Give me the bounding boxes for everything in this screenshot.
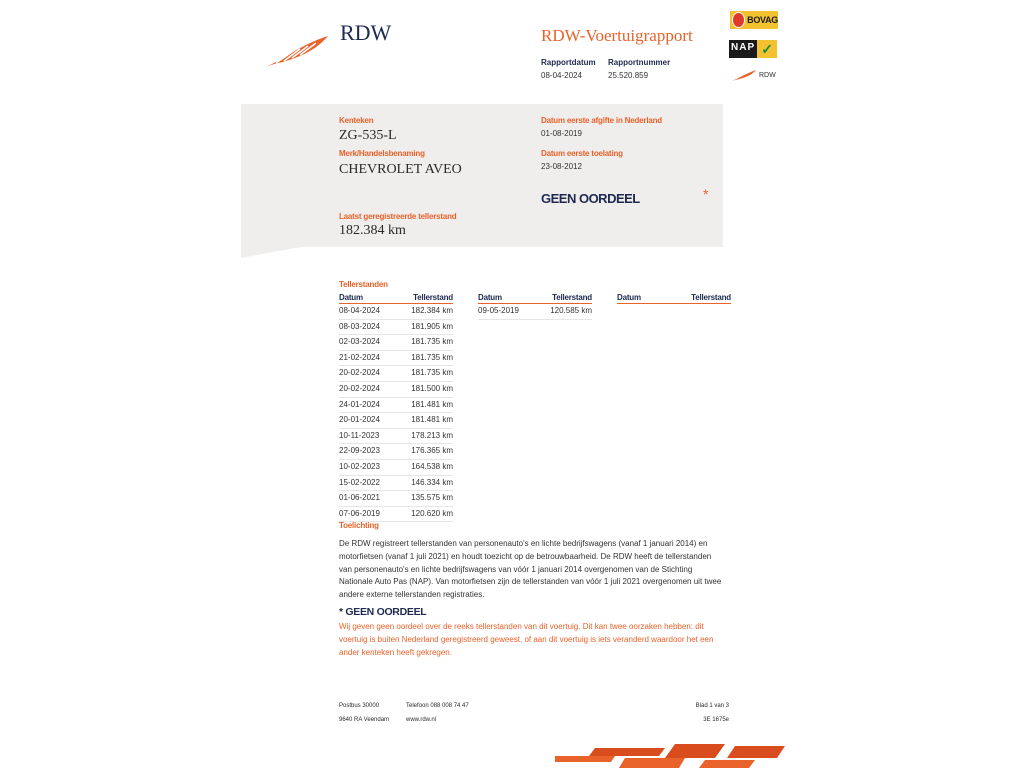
last-odometer-label: Laatst geregistreerde tellerstand (339, 212, 457, 221)
report-number-value: 25.520.859 (608, 71, 649, 80)
odometer-row (339, 382, 453, 398)
odometer-date: 20-02-2024 (339, 368, 380, 378)
odometer-column-3 (617, 293, 731, 304)
first-issue-nl-value: 01-08-2019 (541, 129, 582, 138)
odometer-value: 182.384 km (411, 306, 453, 315)
vehicle-info-panel (241, 104, 723, 247)
odometer-date: 08-03-2024 (339, 321, 380, 331)
odometer-row (339, 335, 453, 351)
report-number-label: Rapportnummer (608, 58, 671, 67)
kenteken-value: ZG-535-L (339, 128, 397, 143)
explanation-title: Toelichting (339, 521, 379, 530)
odometer-row (339, 460, 453, 476)
odometer-date: 21-02-2024 (339, 352, 380, 362)
merk-label: Merk/Handelsbenaming (339, 149, 425, 158)
odometer-value: 120.585 km (550, 306, 592, 315)
footer-postbus: Postbus 30000 (339, 703, 380, 709)
report-date-value: 08-04-2024 (541, 71, 582, 80)
brand-title: RDW (340, 20, 392, 45)
odometer-row (339, 444, 453, 460)
odometer-date: 22-09-2023 (339, 446, 380, 456)
odometer-value: 181.735 km (411, 352, 453, 362)
footer-page-number: Blad 1 van 3 (695, 703, 729, 709)
date-column-header: Datum (617, 293, 641, 302)
no-verdict-text: Wij geven geen oordeel over de reeks tellerstanden van dit voertuig. Dit kan twee oorzaken hebben: dit voertuig is buiten Nederland geregistreerd geweest, of aan dit voertuig is iets veranderd waardoor het een ander kenteken heeft gekregen. (339, 622, 714, 657)
odometer-value: 164.538 km (411, 461, 453, 471)
odometer-row (339, 320, 453, 336)
value-column-header: Tellerstand (413, 293, 453, 302)
footer-website: www.rdw.nl (406, 717, 437, 723)
odometer-value: 181.481 km (411, 415, 453, 425)
odometer-date: 01-06-2021 (339, 493, 380, 503)
first-admission-value: 23-08-2012 (541, 162, 582, 171)
verdict-value: GEEN OORDEEL (541, 191, 640, 206)
value-column-header: Tellerstand (552, 293, 592, 302)
odometer-date: 07-06-2019 (339, 508, 380, 518)
first-issue-nl-label: Datum eerste afgifte in Nederland (541, 116, 662, 125)
nap-logo-icon: NAP ✓ (729, 40, 779, 58)
odometer-value: 181.500 km (411, 383, 453, 393)
odometer-date: 10-11-2023 (339, 430, 380, 440)
rdw-small-logo-icon (731, 68, 757, 87)
last-odometer-value: 182.384 km (339, 223, 406, 238)
odometer-row (339, 366, 453, 382)
odometer-date: 09-05-2019 (478, 306, 519, 315)
value-column-header: Tellerstand (691, 293, 731, 302)
odometer-value: 181.735 km (411, 337, 453, 347)
odometer-row (339, 507, 453, 523)
odometer-value: 120.620 km (411, 508, 453, 518)
odometer-date: 20-02-2024 (339, 383, 380, 393)
odometer-value: 181.481 km (411, 399, 453, 409)
panel-tail (241, 247, 301, 258)
merk-value: CHEVROLET AVEO (339, 162, 462, 177)
report-title: RDW-Voertuigrapport (541, 26, 693, 45)
odometer-row (339, 429, 453, 445)
odometer-row (339, 476, 453, 492)
footer-phone: Telefoon 088 008 74 47 (406, 703, 469, 709)
verdict-star: * (703, 186, 709, 202)
kenteken-label: Kenteken (339, 116, 374, 125)
odometer-row (478, 304, 592, 320)
odometer-table-header (339, 293, 453, 304)
odometer-row (339, 413, 453, 429)
rdw-feather-logo-icon (262, 30, 332, 75)
odometer-row (339, 398, 453, 414)
odometer-table-header (617, 293, 731, 304)
odometer-value: 181.735 km (411, 368, 453, 378)
odometer-value: 146.334 km (411, 477, 453, 487)
odometer-column-1 (339, 293, 453, 522)
odometer-column-2 (478, 293, 592, 320)
odometer-value: 178.213 km (411, 430, 453, 440)
decorative-stripes-icon (555, 744, 785, 773)
odometer-value: 135.575 km (411, 493, 453, 503)
odometer-value: 176.365 km (411, 446, 453, 456)
no-verdict-title: * GEEN OORDEEL (339, 606, 427, 618)
report-date-label: Rapportdatum (541, 58, 596, 67)
odometer-date: 24-01-2024 (339, 399, 380, 409)
odometer-date: 20-01-2024 (339, 415, 380, 425)
odometer-row (339, 351, 453, 367)
odometer-section-title: Tellerstanden (339, 280, 388, 289)
explanation-text: De RDW registreert tellerstanden van personenauto's en lichte bedrijfswagens (vanaf 1 januari 2014) en motorfietsen (vanaf 1 juli 2021) en houdt toezicht op de betrouwbaarheid. De RDW heeft de tellerstanden van personenauto's en lichte bedrijfswagens van vóór 1 januari 2014 overgenomen van de Stichting Nationale Auto Pas (NAP). Van motorfietsen zijn de tellerstanden van vóór 1 juli 2021 overgenomen uit twee andere externe tellerstanden registraties. (339, 539, 722, 600)
date-column-header: Datum (478, 293, 502, 302)
odometer-row (339, 491, 453, 507)
first-admission-label: Datum eerste toelating (541, 149, 623, 158)
footer-city: 9640 RA Veendam (339, 717, 390, 723)
odometer-row (339, 304, 453, 320)
footer-code: 3E 1675e (703, 717, 729, 723)
rdw-small-text: RDW (759, 72, 776, 79)
bovag-logo-icon: BOVAG (730, 11, 778, 29)
odometer-value: 181.905 km (411, 321, 453, 331)
odometer-date: 10-02-2023 (339, 461, 380, 471)
odometer-date: 02-03-2024 (339, 337, 380, 347)
odometer-date: 15-02-2022 (339, 477, 380, 487)
odometer-date: 08-04-2024 (339, 306, 380, 315)
odometer-table-header (478, 293, 592, 304)
date-column-header: Datum (339, 293, 363, 302)
